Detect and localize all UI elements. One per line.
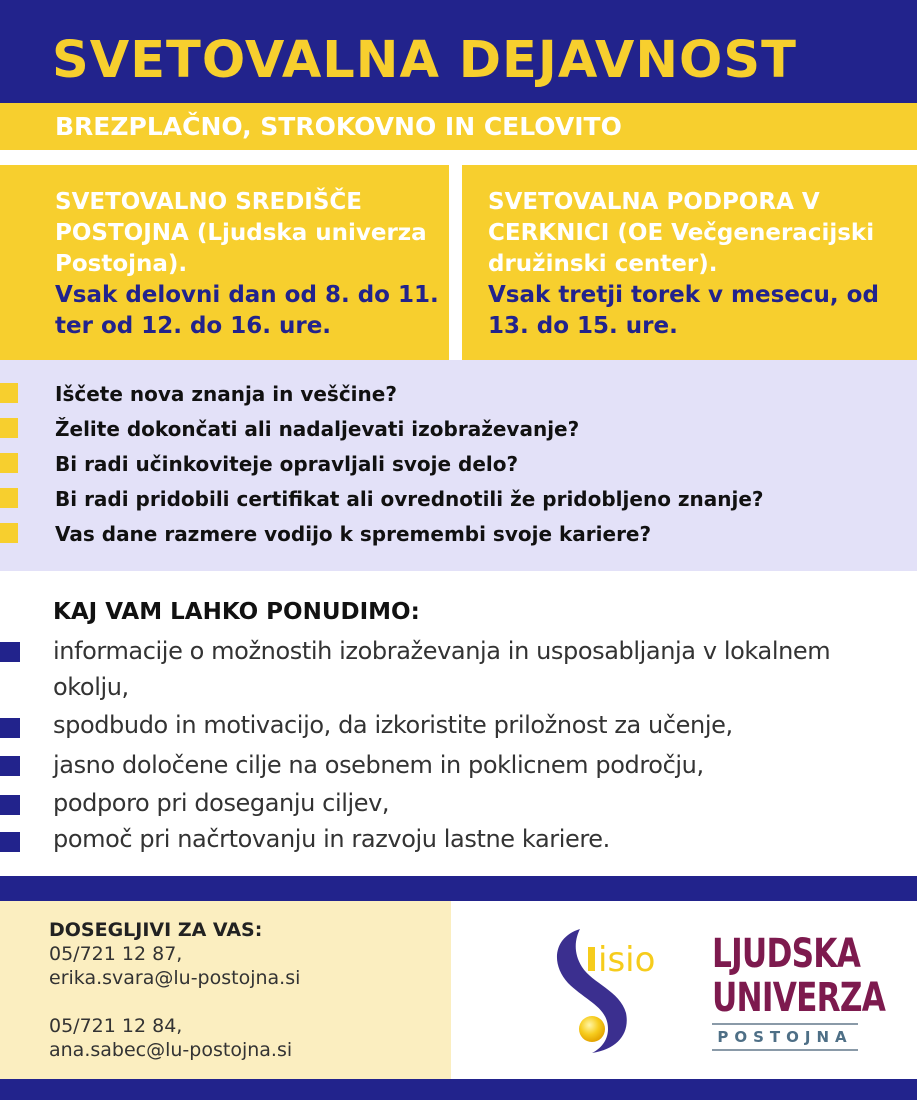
location-name: SVETOVALNA PODPORA V CERKNICI (OE Večgeneracijski družinski center).	[488, 189, 875, 277]
bullet-square-icon	[0, 488, 18, 508]
bullet-square-icon	[0, 795, 20, 815]
location-hours: Vsak delovni dan od 8. do 11. ter od 12. do 16. ure.	[55, 282, 439, 339]
logo-line-1: LJUDSKA	[712, 931, 861, 977]
offer-item-text: spodbudo in motivacijo, da izkoristite priložnost za učenje,	[53, 711, 733, 739]
list-item	[0, 415, 917, 450]
bullet-square-icon	[0, 756, 20, 776]
offer-item-text	[53, 633, 893, 705]
bullet-square-icon	[0, 383, 18, 403]
logo-subtitle: POSTOJNA	[717, 1028, 853, 1046]
offer-heading: KAJ VAM LAHKO PONUDIMO:	[53, 599, 420, 625]
offer-item-line: informacije o možnostih izobraževanja in usposabljanja v lokalnem	[53, 637, 831, 665]
footer-band-bottom	[0, 1079, 917, 1100]
list-item	[0, 485, 917, 520]
contact-email[interactable]: erika.svara@lu-postojna.si	[49, 967, 301, 989]
list-item	[0, 520, 917, 555]
bullet-square-icon	[0, 832, 20, 852]
page-title: SVETOVALNA DEJAVNOST	[52, 31, 797, 90]
bullet-square-icon	[0, 418, 18, 438]
ljudska-univerza-logo	[712, 931, 886, 1052]
location-box-cerknica	[462, 165, 917, 360]
sisio-logo	[548, 925, 673, 1055]
offer-item	[0, 633, 917, 705]
offer-item	[0, 747, 917, 783]
offer-item	[0, 821, 917, 857]
bullet-square-icon	[0, 642, 20, 662]
offer-item-line: okolju,	[53, 673, 129, 701]
location-box-postojna	[0, 165, 449, 360]
sisio-wordmark: isio	[598, 940, 656, 980]
question-text: Iščete nova znanja in veščine?	[55, 382, 397, 406]
contact-spacer	[49, 990, 300, 1014]
logo-rule	[712, 1023, 858, 1025]
offer-item-text: podporo pri doseganju ciljev,	[53, 789, 390, 817]
logo-line-2: UNIVERZA	[712, 975, 886, 1021]
offer-item-text: jasno določene cilje na osebnem in poklicnem področju,	[53, 751, 704, 779]
bullet-square-icon	[0, 523, 18, 543]
offer-item-text: pomoč pri načrtovanju in razvoju lastne kariere.	[53, 825, 610, 853]
question-text: Bi radi učinkoviteje opravljali svoje delo?	[55, 452, 519, 476]
offer-item	[0, 785, 917, 821]
list-item	[0, 380, 917, 415]
bullet-square-icon	[0, 718, 20, 738]
location-hours: Vsak tretji torek v mesecu, od 13. do 15. ure.	[488, 282, 879, 339]
questions-list	[0, 380, 917, 555]
sun-circle-icon	[579, 1016, 605, 1042]
question-text: Bi radi pridobili certifikat ali ovrednotili že pridobljeno znanje?	[55, 487, 764, 511]
sisio-i-stroke	[588, 947, 595, 971]
logo-rule	[712, 1049, 858, 1051]
location-name: SVETOVALNO SREDIŠČE POSTOJNA (Ljudska univerza Postojna).	[55, 189, 427, 277]
contact-heading: DOSEGLJIVI ZA VAS:	[49, 919, 263, 941]
contact-email[interactable]: ana.sabec@lu-postojna.si	[49, 1039, 293, 1061]
list-item	[0, 450, 917, 485]
contact-phone: 05/721 12 84,	[49, 1015, 183, 1037]
contact-block	[49, 918, 300, 1062]
question-text: Vas dane razmere vodijo k spremembi svoje kariere?	[55, 522, 652, 546]
footer-band-top	[0, 876, 917, 901]
bullet-square-icon	[0, 453, 18, 473]
offer-item	[0, 707, 917, 743]
page-subtitle: BREZPLAČNO, STROKOVNO IN CELOVITO	[55, 112, 622, 141]
contact-phone: 05/721 12 87,	[49, 943, 183, 965]
question-text: Želite dokončati ali nadaljevati izobraževanje?	[55, 417, 580, 441]
